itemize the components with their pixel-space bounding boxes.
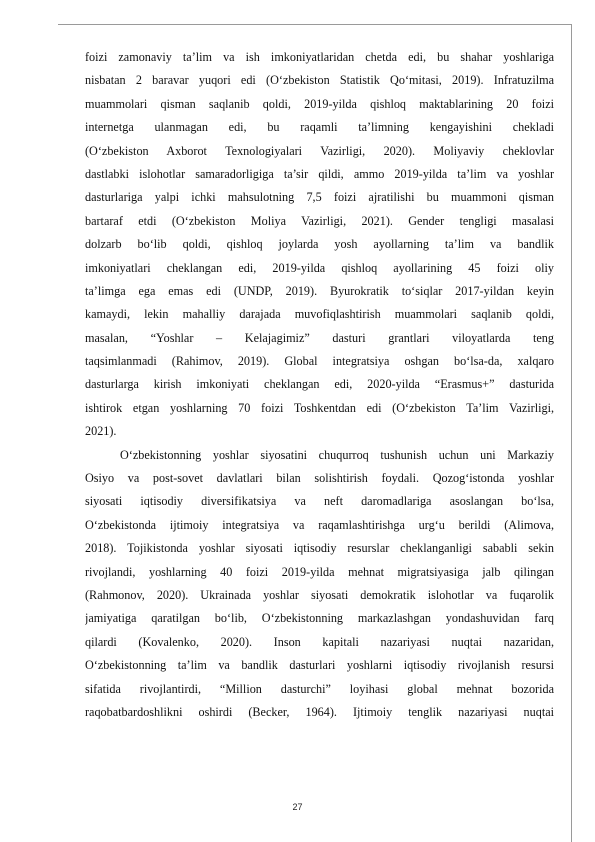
paragraph-2: [85, 444, 554, 725]
text-line: jamiyatiga qaratilgan bo‘lib, O‘zbekistonning markazlashgan yondashuvidan farq: [85, 611, 554, 626]
text-line: O‘zbekistonning yoshlar siyosatini chuqurroq tushunish uchun uni Markaziy: [120, 447, 554, 462]
page-border-right: [571, 24, 572, 842]
text-line: dolzarb bo‘lib qoldi, qishloq joylarda yosh ayollarning ta’lim va bandlik: [85, 237, 554, 252]
text-line: qilardi (Kovalenko, 2020). Inson kapitali nazariyasi nuqtai nazaridan,: [85, 634, 554, 649]
page-border-top: [58, 24, 571, 25]
page-number: 27: [292, 802, 303, 812]
text-line: bartaraf etdi (O‘zbekiston Moliya Vazirligi, 2021). Gender tengligi masalasi: [85, 213, 554, 228]
text-line: ta’limga ega emas edi (UNDP, 2019). Byurokratik to‘siqlar 2017-yildan keyin: [85, 283, 554, 298]
text-line: taqsimlanmadi (Rahimov, 2019). Global integratsiya oshgan bo‘lsa-da, xalqaro: [85, 354, 554, 369]
text-line: siyosati iqtisodiy diversifikatsiya va neft daromadlariga asoslangan bo‘lsa,: [85, 494, 554, 509]
text-line: ishtirok etgan yoshlarning 70 foizi Toshkentdan edi (O‘zbekiston Ta’lim Vazirligi,: [85, 400, 554, 415]
text-line: muammolari qisman saqlanib qoldi, 2019-yilda qishloq maktablarining 20 foizi: [85, 96, 554, 111]
text-line: (Rahmonov, 2020). Ukrainada yoshlar siyosati demokratik islohotlar va fuqarolik: [85, 587, 554, 602]
body-text: [85, 46, 554, 724]
text-line: imkoniyatlari cheklangan edi, 2019-yilda qishloq ayollarining 45 foizi oliy: [85, 260, 554, 275]
text-line: 2018). Tojikistonda yoshlar siyosati iqtisodiy resurslar cheklanganligi sababli sekin: [85, 541, 554, 556]
text-line: masalan, “Yoshlar – Kelajagimiz” dasturi grantlari viloyatlarda teng: [85, 330, 554, 345]
text-line: raqobatbardoshlikni oshirdi (Becker, 1964). Ijtimoiy tenglik nazariyasi nuqtai: [85, 704, 554, 719]
text-line: nisbatan 2 baravar yuqori edi (O‘zbekiston Statistik Qo‘mitasi, 2019). Infratuzilma: [85, 73, 554, 88]
text-line: foizi zamonaviy ta’lim va ish imkoniyatlaridan chetda edi, bu shahar yoshlariga: [85, 50, 554, 64]
text-line: dasturlarga kirish imkoniyati cheklangan edi, 2020-yilda “Erasmus+” dasturida: [85, 377, 554, 392]
text-line: Osiyo va post-sovet davlatlari bilan solishtirish foydali. Qozog‘istonda yoshlar: [85, 471, 554, 486]
text-line: dastlabki islohotlar samaradorligiga ta’sir qildi, ammo 2019-yilda ta’lim va yoshlar: [85, 166, 554, 181]
text-line: dasturlariga yalpi ichki mahsulotning 7,5 foizi ajratilishi bu muammoni qisman: [85, 190, 554, 205]
text-line: internetga ulanmagan edi, bu raqamli ta’limning kengayishini chekladi: [85, 120, 554, 135]
paragraph-1: [85, 46, 554, 444]
text-line: sifatida rivojlantirdi, “Million dasturchi” loyihasi global mehnat bozorida: [85, 681, 554, 696]
text-line: O‘zbekistonning ta’lim va bandlik dasturlari yoshlarni iqtisodiy rivojlanish resursi: [85, 658, 554, 673]
text-line: rivojlandi, yoshlarning 40 foizi 2019-yilda mehnat migratsiyasiga jalb qilingan: [85, 564, 554, 579]
text-line: O‘zbekistonda ijtimoiy integratsiya va raqamlashtirishga urg‘u berildi (Alimova,: [85, 517, 554, 532]
text-line: kamaydi, lekin mahalliy darajada muvofiqlashtirish muammolari saqlanib qoldi,: [85, 307, 554, 322]
text-line: 2021).: [85, 424, 117, 439]
text-line: (O‘zbekiston Axborot Texnologiyalari Vazirligi, 2020). Moliyaviy cheklovlar: [85, 143, 554, 158]
